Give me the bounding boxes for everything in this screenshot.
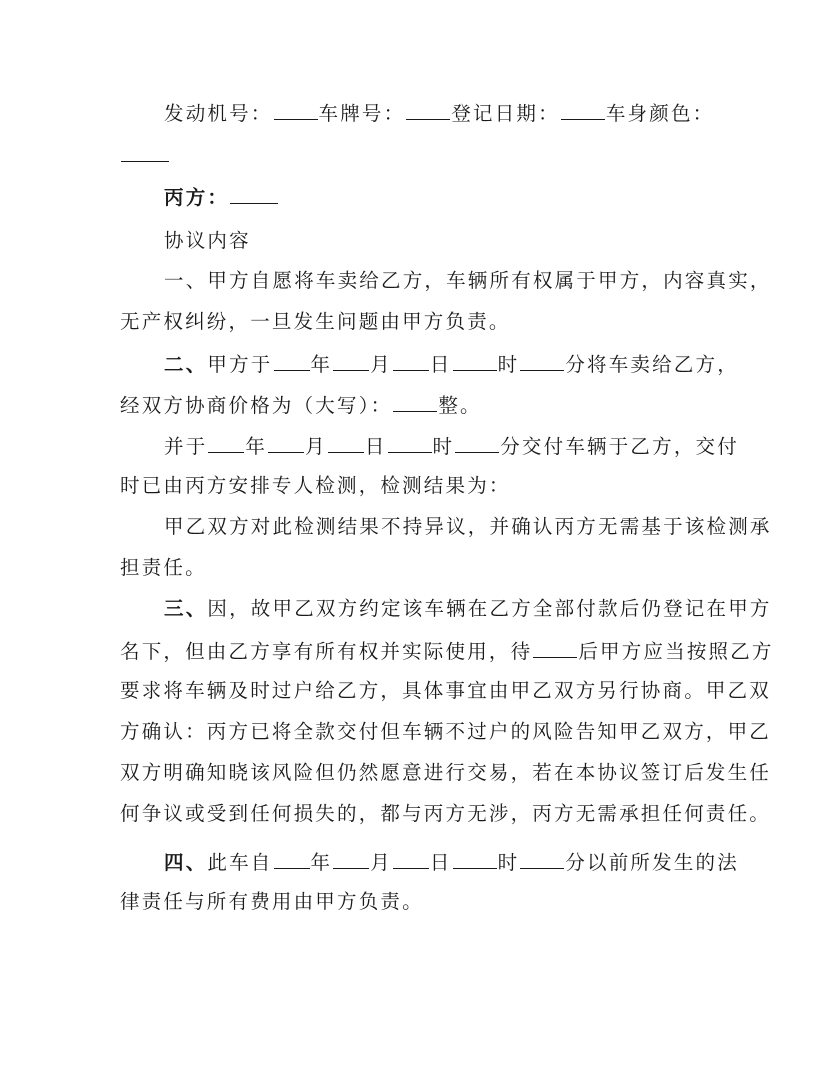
month-blank[interactable] <box>333 351 369 371</box>
engine-no-label: 发动机号： <box>164 102 273 125</box>
delivery-text-end: 分交付车辆于乙方，交付 <box>500 435 739 458</box>
register-date-blank[interactable] <box>561 100 605 120</box>
month-label: 月 <box>370 851 392 874</box>
hour-label: 时 <box>497 851 520 874</box>
clause-4-line-2: 律责任与所有费用由甲方负责。 <box>120 890 424 913</box>
day-blank[interactable] <box>393 351 429 371</box>
clause-2-line-6: 担责任。 <box>120 556 207 579</box>
vehicle-info-line <box>164 100 764 126</box>
day-label: 日 <box>429 851 452 874</box>
engine-no-blank[interactable] <box>274 100 318 120</box>
clause-3-line-3: 要求将车辆及时过户给乙方，具体事宜由甲乙双方另行协商。甲乙双 <box>120 679 772 702</box>
price-suffix: 整。 <box>438 394 482 417</box>
hour-label: 时 <box>432 435 455 458</box>
clause-2-text: 甲方于 <box>207 353 273 376</box>
clause-2-line-3 <box>164 433 764 459</box>
clause-3-line-4: 方确认：丙方已将全款交付但车辆不过户的风险告知甲乙双方，甲乙 <box>120 720 772 743</box>
delivery-day-blank[interactable] <box>328 433 364 453</box>
clause-3-text-1: 因，故甲乙双方约定该车辆在乙方全部付款后仍登记在甲方 <box>207 597 772 620</box>
clause-3-line-1 <box>164 597 772 621</box>
clause-4-text-end: 分以前所发生的法 <box>565 851 739 874</box>
year-blank[interactable] <box>274 351 310 371</box>
clause-2-line-5: 甲乙双方对此检测结果不持异议，并确认丙方无需基于该检测承 <box>164 515 772 538</box>
party-c-label: 丙方： <box>164 186 230 209</box>
body-color-blank[interactable] <box>121 142 169 162</box>
hour-label: 时 <box>497 353 520 376</box>
liability-minute-blank[interactable] <box>520 849 564 869</box>
delivery-minute-blank[interactable] <box>455 433 499 453</box>
body-color-label: 车身颜色： <box>605 102 715 125</box>
month-label: 月 <box>305 435 327 458</box>
clause-3-number: 三、 <box>164 597 208 620</box>
clause-2-number: 二、 <box>164 353 208 376</box>
day-label: 日 <box>364 435 387 458</box>
clause-2-line-2 <box>120 392 720 418</box>
clause-4-text: 此车自 <box>207 851 273 874</box>
clause-1-line-1 <box>164 269 772 293</box>
party-c-line <box>164 184 764 210</box>
minute-blank[interactable] <box>520 351 564 371</box>
year-label: 年 <box>245 435 268 458</box>
clause-2-text-end: 分将车卖给乙方， <box>565 353 739 376</box>
clause-4-line-1 <box>164 849 764 875</box>
hour-blank[interactable] <box>453 351 497 371</box>
liability-hour-blank[interactable] <box>453 849 497 869</box>
year-label: 年 <box>310 353 333 376</box>
clause-1-text-1: 一、甲方自愿将车卖给乙方，车辆所有权属于甲方，内容真实， <box>164 269 772 292</box>
price-label: 经双方协商价格为（大写）： <box>120 394 393 417</box>
clause-3-text-2a: 名下，但由乙方享有所有权并实际使用，待 <box>120 640 533 663</box>
day-label: 日 <box>429 353 452 376</box>
clause-3-line-6: 何争议或受到任何损失的，都与丙方无涉，丙方无需承担任何责任。 <box>120 802 772 825</box>
year-label: 年 <box>310 851 333 874</box>
liability-month-blank[interactable] <box>333 849 369 869</box>
clause-4-number: 四、 <box>164 851 208 874</box>
body-color-line <box>120 142 720 168</box>
clause-3-line-5: 双方明确知晓该风险但仍然愿意进行交易，若在本协议签订后发生任 <box>120 761 772 784</box>
liability-year-blank[interactable] <box>274 849 310 869</box>
transfer-condition-blank[interactable] <box>533 638 577 658</box>
liability-day-blank[interactable] <box>393 849 429 869</box>
clause-2-line-1 <box>164 351 764 377</box>
delivery-month-blank[interactable] <box>268 433 304 453</box>
clause-3-line-2 <box>120 638 774 664</box>
price-blank[interactable] <box>393 392 437 412</box>
delivery-year-blank[interactable] <box>208 433 244 453</box>
plate-no-blank[interactable] <box>406 100 450 120</box>
party-c-blank[interactable] <box>230 184 278 204</box>
clause-1-line-2: 无产权纠纷，一旦发生问题由甲方负责。 <box>120 310 511 333</box>
agreement-title: 协议内容 <box>164 229 251 252</box>
plate-no-label: 车牌号： <box>318 102 406 125</box>
clause-3-text-2b: 后甲方应当按照乙方 <box>578 640 774 663</box>
delivery-label: 并于 <box>164 435 208 458</box>
clause-2-line-4: 时已由丙方安排专人检测，检测结果为： <box>120 474 511 497</box>
delivery-hour-blank[interactable] <box>388 433 432 453</box>
month-label: 月 <box>370 353 392 376</box>
register-date-label: 登记日期： <box>451 102 560 125</box>
